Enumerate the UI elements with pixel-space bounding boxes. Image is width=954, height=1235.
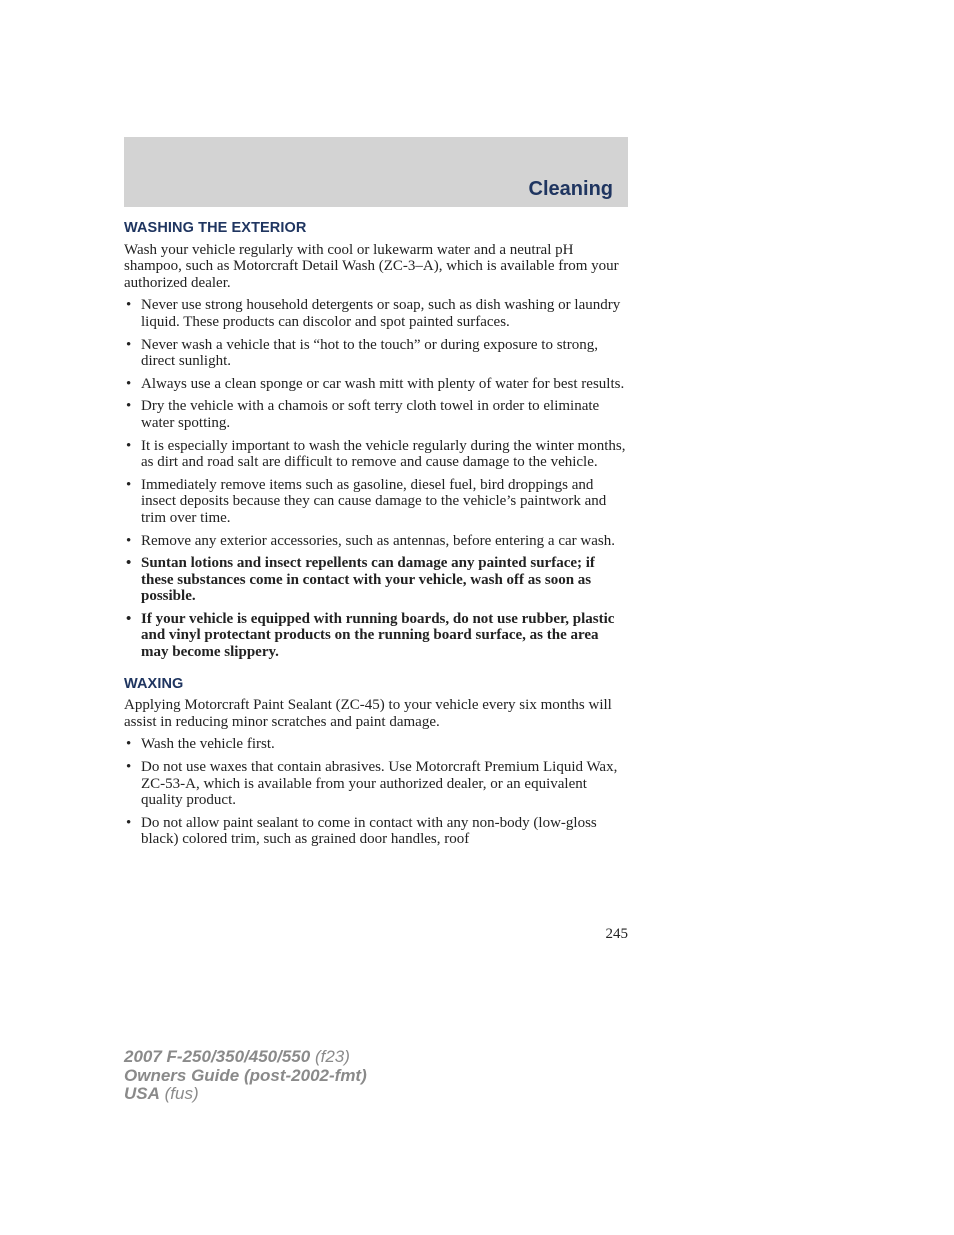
waxing-list [124, 736, 628, 848]
waxing-intro: Applying Motorcraft Paint Sealant (ZC-45) to your vehicle every six months will assist in reducing minor scratches and paint damage. [124, 697, 612, 730]
section-title: Cleaning [528, 178, 613, 200]
list-item: • Immediately remove items such as gasoline, diesel fuel, bird droppings and insect deposits because they can cause damage to the vehicle’s paintwork and trim over time. [124, 477, 628, 527]
document-footer [124, 1048, 367, 1104]
list-item: • Dry the vehicle with a chamois or soft terry cloth towel in order to eliminate water spotting. [124, 398, 628, 431]
list-item: • Remove any exterior accessories, such as antennas, before entering a car wash. [124, 533, 628, 550]
washing-list [124, 297, 628, 660]
list-item: • It is especially important to wash the vehicle regularly during the winter months, as dirt and road salt are difficult to remove and cause damage to the vehicle. [124, 438, 628, 471]
list-item: • Do not allow paint sealant to come in contact with any non-body (low-gloss black) colored trim, such as grained door handles, roof [124, 815, 628, 848]
waxing-heading: WAXING [124, 675, 184, 692]
list-item: • Wash the vehicle first. [124, 736, 628, 753]
page-number: 245 [605, 926, 628, 942]
list-item: • Never wash a vehicle that is “hot to the touch” or during exposure to strong, direct sunlight. [124, 337, 628, 370]
footer-line-model: 2007 F-250/350/450/550 (f23) [124, 1047, 350, 1066]
section-header-band [124, 137, 628, 207]
list-item: • Do not use waxes that contain abrasives. Use Motorcraft Premium Liquid Wax, ZC-53-A, which is available from your authorized dealer, or an equivalent quality product. [124, 759, 628, 809]
list-item: • Always use a clean sponge or car wash mitt with plenty of water for best results. [124, 376, 628, 393]
warning-item: • Suntan lotions and insect repellents can damage any painted surface; if these substances come in contact with your vehicle, wash off as soon as possible. [124, 555, 628, 605]
warning-item: • If your vehicle is equipped with running boards, do not use rubber, plastic and vinyl protectant products on the running board surface, as the area may become slippery. [124, 611, 628, 661]
page-content [124, 220, 628, 854]
footer-line-guide: Owners Guide (post-2002-fmt) [124, 1065, 367, 1085]
washing-intro: Wash your vehicle regularly with cool or lukewarm water and a neutral pH shampoo, such as Motorcraft Detail Wash (ZC-3–A), which is available from your authorized dealer. [124, 241, 619, 291]
washing-heading: WASHING THE EXTERIOR [124, 220, 307, 236]
list-item: • Never use strong household detergents or soap, such as dish washing or laundry liquid. These products can discolor and spot painted surfaces. [124, 297, 628, 330]
footer-line-region: USA (fus) [124, 1084, 199, 1103]
